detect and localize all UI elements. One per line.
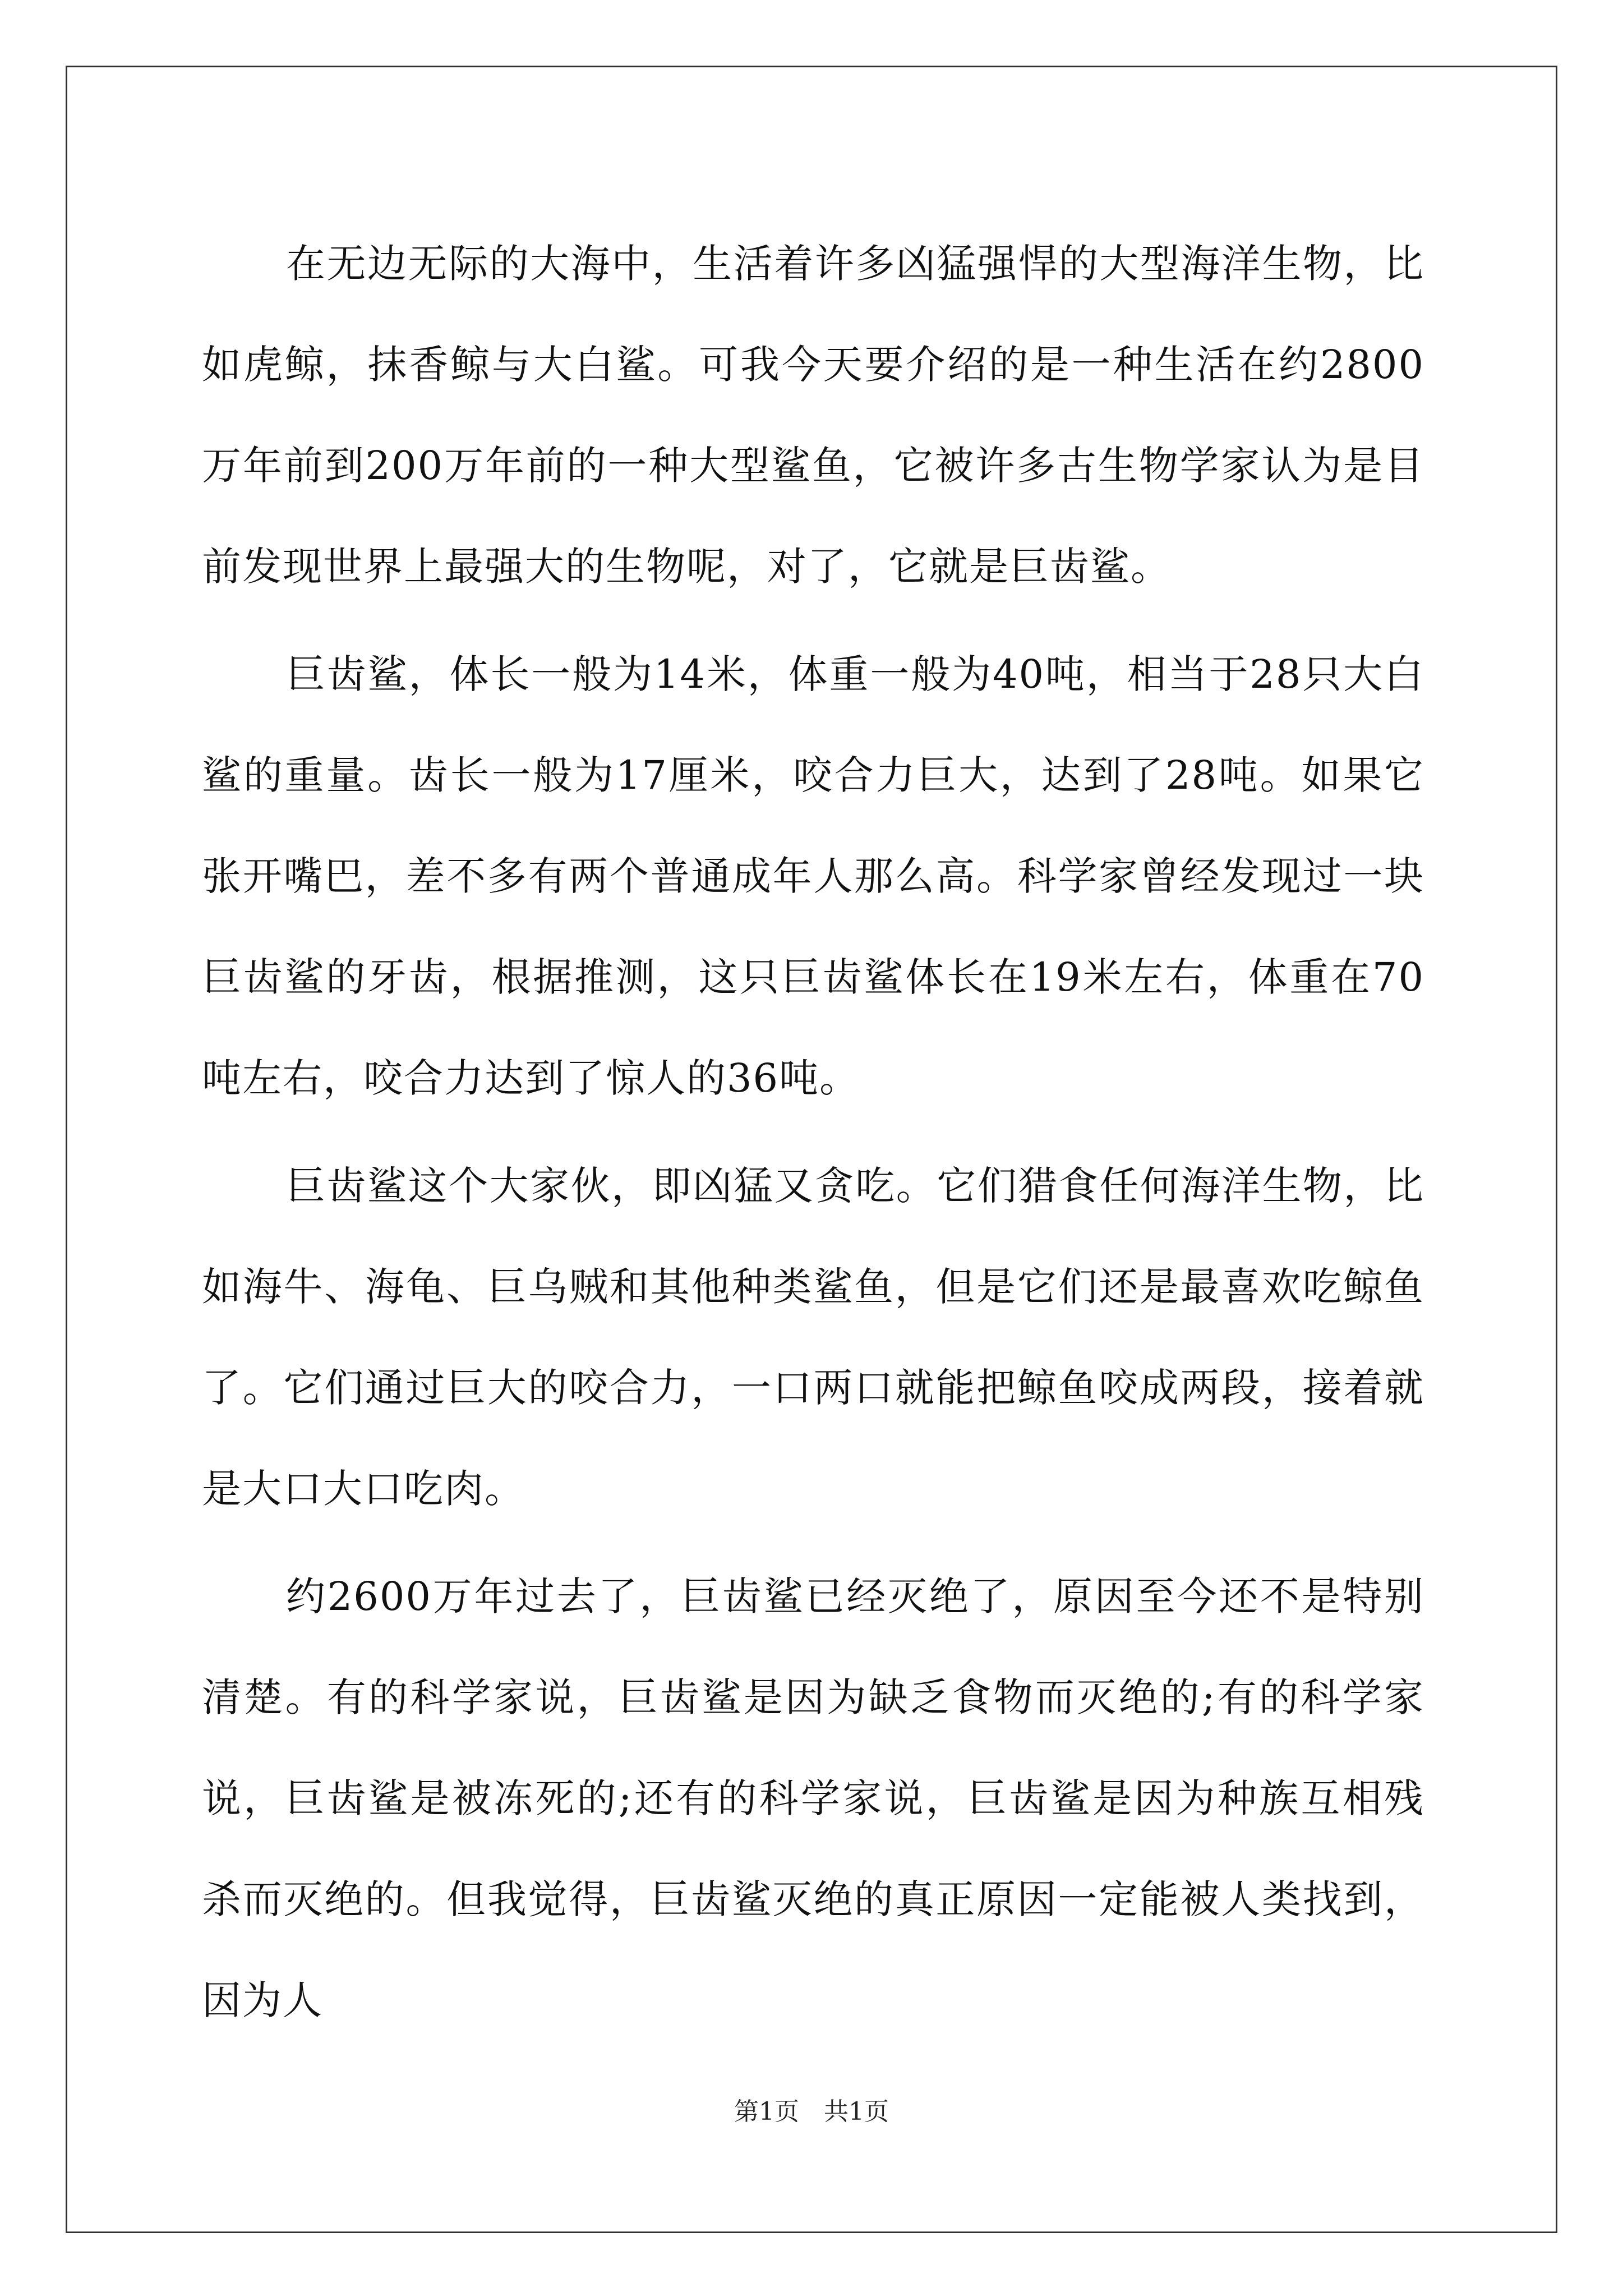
paragraph-1: 在无边无际的大海中，生活着许多凶猛强悍的大型海洋生物，比如虎鲸，抹香鲸与大白鲨。可我今天要介绍的是一种生活在约2800万年前到200万年前的一种大型鲨鱼，它被许多古生物学家认为是目前发现世界上最强大的生物呢，对了，它就是巨齿鲨。: [202, 241, 1424, 590]
paragraph-3: 巨齿鲨这个大家伙，即凶猛又贪吃。它们猎食任何海洋生物，比如海牛、海龟、巨乌贼和其他种类鲨鱼，但是它们还是最喜欢吃鲸鱼了。它们通过巨大的咬合力，一口两口就能把鲸鱼咬成两段，接着就是大口大口吃肉。: [202, 1163, 1424, 1512]
document-body: [202, 213, 1424, 2058]
page-footer: [0, 2095, 1623, 2129]
paragraph-2: 巨齿鲨，体长一般为14米，体重一般为40吨，相当于28只大白鲨的重量。齿长一般为17厘米，咬合力巨大，达到了28吨。如果它张开嘴巴，差不多有两个普通成年人那么高。科学家曾经发现过一块巨齿鲨的牙齿，根据推测，这只巨齿鲨体长在19米左右，体重在70吨左右，咬合力达到了惊人的36吨。: [202, 651, 1424, 1101]
page-number-current: 第1页: [734, 2097, 799, 2126]
paragraph-4: 约2600万年过去了，巨齿鲨已经灭绝了，原因至今还不是特别清楚。有的科学家说，巨齿鲨是因为缺乏食物而灭绝的;有的科学家说，巨齿鲨是被冻死的;还有的科学家说，巨齿鲨是因为种族互相残杀而灭绝的。但我觉得，巨齿鲨灭绝的真正原因一定能被人类找到，因为人: [202, 1573, 1424, 2023]
page-number-total: 共1页: [824, 2097, 889, 2126]
